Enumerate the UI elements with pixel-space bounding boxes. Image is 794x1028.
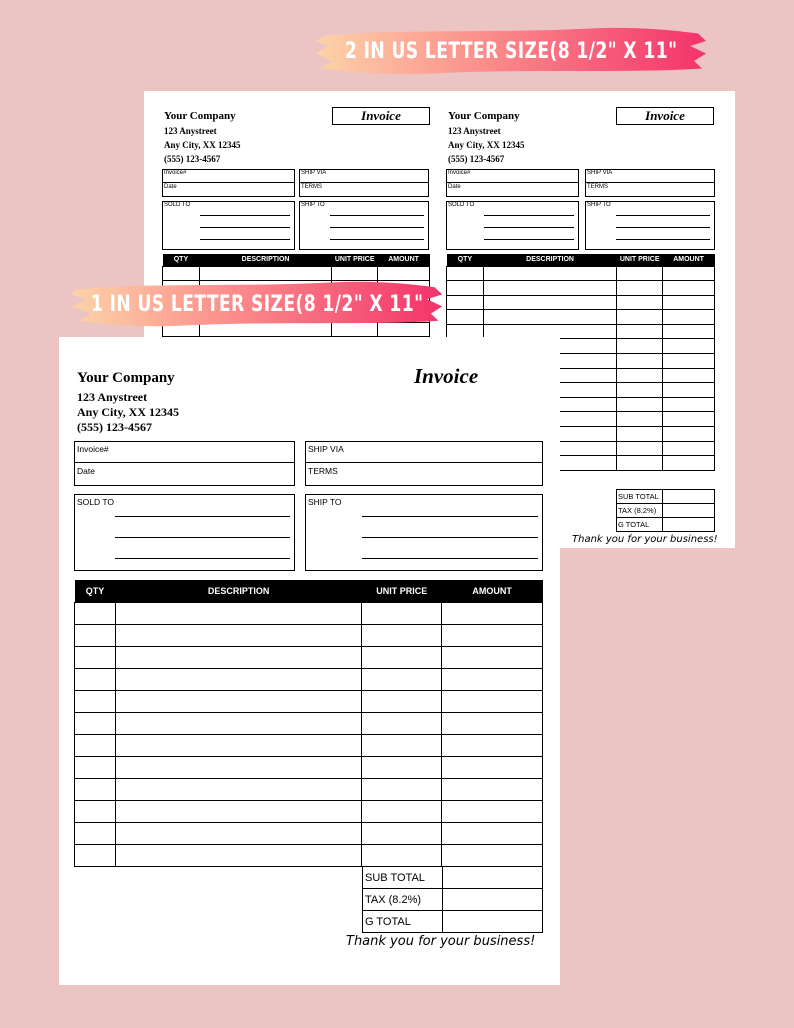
grand-total-label: G TOTAL [363,911,443,933]
tax-label: TAX (8.2%) [363,889,443,911]
grand-total-value[interactable] [442,911,542,933]
terms-label: TERMS [587,184,608,190]
invoice-number-label: Invoice# [75,442,294,463]
table-row[interactable] [75,822,543,844]
col-amount: AMOUNT [663,254,715,266]
col-description: DESCRIPTION [483,254,616,266]
col-description: DESCRIPTION [199,254,331,266]
sold-to-box [74,494,295,571]
sold-to-label: SOLD TO [164,202,191,208]
table-row[interactable] [75,800,543,822]
company-street: 123 Anystreet [164,126,217,136]
banner-one-per-page [68,280,446,328]
invoice-number-label: Invoice# [163,170,294,183]
subtotal-label: SUB TOTAL [363,867,443,889]
sold-to-label: SOLD TO [77,497,115,507]
tax-label: TAX (8.2%) [617,504,663,518]
invoice-date-box [162,169,295,197]
sold-to-box [162,201,295,250]
invoice-date-box [74,441,295,486]
company-city: Any City, XX 12345 [77,405,180,419]
ship-to-box [585,201,715,250]
table-row[interactable] [75,624,543,646]
col-qty: QTY [447,254,484,266]
company-street: 123 Anystreet [448,126,501,136]
table-row[interactable] [75,712,543,734]
invoice-number-label: Invoice# [447,170,578,183]
table-row[interactable] [75,690,543,712]
sold-to-label: SOLD TO [448,202,475,208]
ship-via-label: SHIP VIA [300,170,428,183]
ship-to-label: SHIP TO [301,202,325,208]
grand-total-label: G TOTAL [617,518,663,532]
shipvia-terms-box [585,169,715,197]
company-name: Your Company [448,110,520,122]
date-label: Date [77,466,95,476]
col-amount: AMOUNT [442,580,543,602]
col-amount: AMOUNT [378,254,430,266]
items-table [74,580,543,867]
terms-label: TERMS [308,466,338,476]
subtotal-value[interactable] [442,867,542,889]
table-row[interactable] [75,668,543,690]
ship-to-box [299,201,429,250]
banner-two-per-page [312,26,710,76]
table-row[interactable] [75,646,543,668]
company-phone: (555) 123-4567 [164,154,221,164]
ship-via-label: SHIP VIA [306,442,542,463]
thanks-note: Thank you for your business! [572,534,718,545]
sheet-one-per-page [59,337,560,985]
terms-label: TERMS [301,184,322,190]
company-city: Any City, XX 12345 [448,140,525,150]
subtotal-label: SUB TOTAL [617,490,663,504]
ship-to-label: SHIP TO [308,497,342,507]
tax-value[interactable] [442,889,542,911]
sold-to-box [446,201,579,250]
table-row[interactable] [75,756,543,778]
invoice-title: Invoice [332,107,430,125]
banner-two-label: 2 IN US LETTER SIZE(8 1/2" X 11" [344,38,678,64]
company-name: Your Company [164,110,236,122]
company-name: Your Company [77,370,175,386]
col-qty: QTY [75,580,116,602]
table-row[interactable] [75,844,543,866]
col-unit-price: UNIT PRICE [362,580,442,602]
col-unit-price: UNIT PRICE [617,254,663,266]
invoice-date-box [446,169,579,197]
shipvia-terms-box [299,169,429,197]
col-unit-price: UNIT PRICE [332,254,378,266]
table-row[interactable] [75,734,543,756]
date-label: Date [448,184,461,190]
totals-table [616,489,715,532]
company-phone: (555) 123-4567 [448,154,505,164]
company-phone: (555) 123-4567 [77,420,152,434]
banner-one-label: 1 IN US LETTER SIZE(8 1/2" X 11" [90,291,424,317]
col-qty: QTY [163,254,200,266]
date-label: Date [164,184,177,190]
thanks-note: Thank you for your business! [346,934,536,949]
ship-via-label: SHIP VIA [586,170,714,183]
company-city: Any City, XX 12345 [164,140,241,150]
company-street: 123 Anystreet [77,390,148,404]
invoice-title: Invoice [414,364,479,388]
table-row[interactable] [75,602,543,624]
invoice-title: Invoice [616,107,714,125]
shipvia-terms-box [305,441,543,486]
ship-to-box [305,494,543,571]
col-description: DESCRIPTION [115,580,361,602]
ship-to-label: SHIP TO [587,202,611,208]
totals-table [362,866,543,933]
table-row[interactable] [75,778,543,800]
